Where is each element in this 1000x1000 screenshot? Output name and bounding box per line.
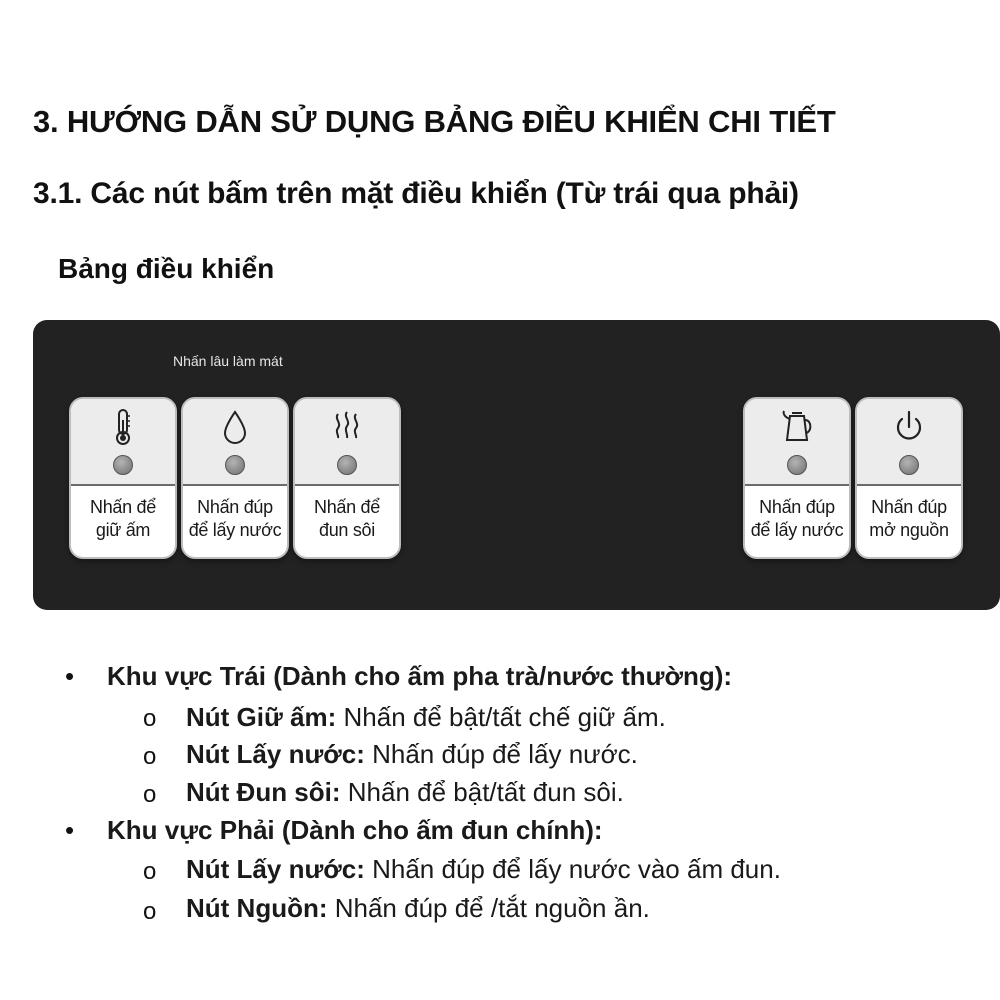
button-label: Nhấn để giữ ấm <box>90 497 156 540</box>
sub-bullet-marker: o <box>143 858 157 885</box>
keep-warm-button[interactable] <box>69 397 177 559</box>
indicator-light <box>337 455 357 475</box>
long-press-cool-note: Nhấn lâu làm mát <box>173 353 283 369</box>
list-item: Nút Giữ ấm: Nhấn để bật/tất chế giữ ấm. <box>186 702 666 732</box>
main-heading: 3. HƯỚNG DẪN SỬ DỤNG BẢNG ĐIỀU KHIỂN CHI TIẾT <box>33 104 836 139</box>
button-label: Nhấn đúp để lấy nước <box>188 497 282 540</box>
water-drop-icon <box>218 408 252 446</box>
list-item: Nút Nguồn: Nhấn đúp để /tắt nguồn ần. <box>186 893 650 923</box>
list-item: Nút Lấy nước: Nhấn đúp để lấy nước. <box>186 739 638 769</box>
thermometer-icon <box>106 408 140 446</box>
sub-bullet-marker: o <box>143 743 157 770</box>
steam-icon <box>330 408 364 446</box>
boil-button[interactable] <box>293 397 401 559</box>
button-label: Nhấn đúp mở nguồn <box>869 497 949 540</box>
kettle-water-button[interactable] <box>743 397 851 559</box>
indicator-light <box>899 455 919 475</box>
dispense-water-button[interactable] <box>181 397 289 559</box>
control-panel <box>33 320 1000 610</box>
button-label: Nhấn để đun sôi <box>314 497 380 540</box>
list-item: Nút Lấy nước: Nhấn đúp để lấy nước vào ấm đun. <box>186 854 781 884</box>
bullet-marker: • <box>65 815 75 845</box>
power-icon <box>892 408 926 446</box>
sub-bullet-marker: o <box>143 705 157 732</box>
sub-bullet-marker: o <box>143 898 157 925</box>
left-zone-title: Khu vực Trái (Dành cho ấm pha trà/nước thường): <box>107 661 733 691</box>
kettle-icon <box>780 408 814 446</box>
panel-title: Bảng điều khiển <box>58 253 275 284</box>
list-item: Nút Đun sôi: Nhấn để bật/tất đun sôi. <box>186 777 624 807</box>
indicator-light <box>113 455 133 475</box>
indicator-light <box>787 455 807 475</box>
indicator-light <box>225 455 245 475</box>
sub-heading: 3.1. Các nút bấm trên mặt điều khiển (Từ trái qua phải) <box>33 177 799 210</box>
button-label: Nhấn đúp để lấy nước <box>750 497 844 540</box>
sub-bullet-marker: o <box>143 781 157 808</box>
power-button[interactable] <box>855 397 963 559</box>
bullet-marker: • <box>65 661 75 691</box>
right-zone-title: Khu vực Phải (Dành cho ấm đun chính): <box>107 815 603 845</box>
